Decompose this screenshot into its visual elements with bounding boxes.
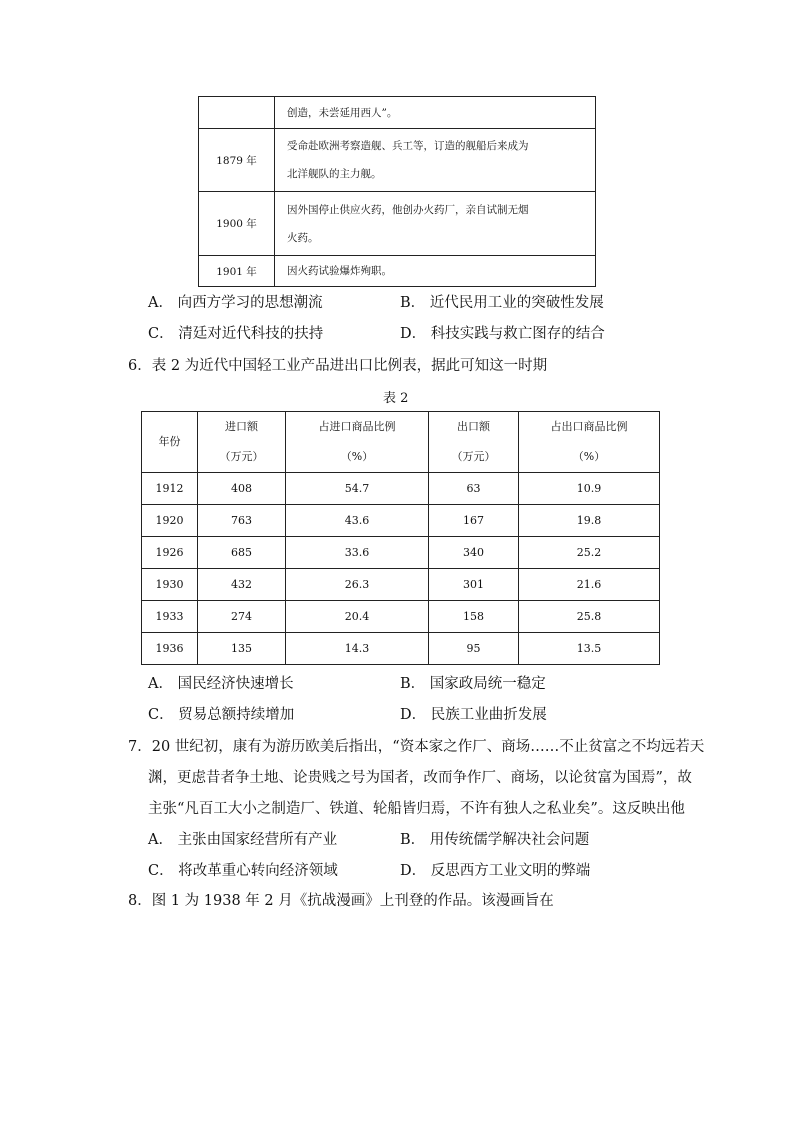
q7-option-c: C． 将改革重心转向经济领域	[148, 863, 338, 879]
year-cell: 1901 年	[199, 256, 275, 287]
q7-option-d: D． 反思西方工业文明的弊端	[400, 863, 591, 879]
cell-import: 135	[198, 633, 286, 665]
table-row	[199, 97, 596, 129]
event-line: 因外国停止供应火药，他创办火药厂，亲自试制无烟	[287, 203, 529, 216]
header-line: 进口额	[225, 420, 258, 433]
q6-option-d: D． 民族工业曲折发展	[400, 707, 547, 723]
q5-option-b: B． 近代民用工业的突破性发展	[400, 295, 604, 311]
cell-export-ratio: 19.8	[519, 505, 660, 537]
event-cell: 创造，未尝延用西人”。	[275, 97, 596, 129]
cell-year: 1930	[142, 569, 198, 601]
q8-stem: 8．图 1 为 1938 年 2 月《抗战漫画》上刊登的作品。该漫画旨在	[128, 893, 554, 909]
q7-stem-line-2: 渊，更虑昔者争土地、论贵贱之号为国者，改而争作厂、商场，以论贫富为国焉”，故	[148, 770, 692, 786]
cell-import: 685	[198, 537, 286, 569]
cell-export-ratio: 25.2	[519, 537, 660, 569]
q7-option-a: A． 主张由国家经营所有产业	[148, 832, 338, 848]
cell-import-ratio: 43.6	[286, 505, 429, 537]
table-row	[199, 256, 596, 287]
q6-option-c: C． 贸易总额持续增加	[148, 707, 295, 723]
q7-option-b: B． 用传统儒学解决社会问题	[400, 832, 590, 848]
event-line: 受命赴欧洲考察造舰、兵工等，订造的舰船后来成为	[287, 140, 529, 152]
q5-option-d: D． 科技实践与救亡图存的结合	[400, 326, 605, 342]
cell-year: 1936	[142, 633, 198, 665]
event-line: 火药。	[287, 231, 319, 244]
table-row	[142, 505, 660, 537]
cell-import-ratio: 26.3	[286, 569, 429, 601]
cell-import: 408	[198, 473, 286, 505]
cell-export: 63	[429, 473, 519, 505]
cell-import: 432	[198, 569, 286, 601]
q7-stem-line-3: 主张“凡百工大小之制造厂、铁道、轮船皆归焉，不许有独人之私业矣”。这反映出他	[148, 801, 685, 817]
header-year: 年份	[142, 412, 198, 473]
cell-year: 1912	[142, 473, 198, 505]
q5-option-a: A． 向西方学习的思想潮流	[148, 295, 323, 311]
cell-export-ratio: 21.6	[519, 569, 660, 601]
q6-stem: 6．表 2 为近代中国轻工业产品进出口比例表，据此可知这一时期	[128, 358, 548, 374]
cell-year: 1926	[142, 537, 198, 569]
table-row	[142, 601, 660, 633]
event-cell	[275, 129, 596, 192]
cell-export: 158	[429, 601, 519, 633]
year-cell: 1879 年	[199, 129, 275, 192]
cell-export-ratio: 25.8	[519, 601, 660, 633]
biography-table	[198, 96, 596, 287]
table-header-row	[142, 412, 660, 473]
header-line: 占出口商品比例	[550, 420, 628, 433]
cell-import-ratio: 14.3	[286, 633, 429, 665]
table-row	[142, 537, 660, 569]
cell-export: 340	[429, 537, 519, 569]
header-line: （万元）	[451, 450, 496, 463]
cell-import: 274	[198, 601, 286, 633]
q7-stem-line-1: 7．20 世纪初，康有为游历欧美后指出，“资本家之作厂、商场……不止贫富之不均远若天	[128, 739, 705, 755]
header-import	[198, 412, 286, 473]
event-line: 北洋舰队的主力舰。	[287, 168, 382, 180]
q5-option-c: C． 清廷对近代科技的扶持	[148, 326, 324, 342]
cell-export-ratio: 10.9	[519, 473, 660, 505]
table-row	[199, 192, 596, 256]
year-cell: 1900 年	[199, 192, 275, 256]
table-row	[142, 569, 660, 601]
cell-import-ratio: 20.4	[286, 601, 429, 633]
event-cell: 因火药试验爆炸殉职。	[275, 256, 596, 287]
cell-export: 95	[429, 633, 519, 665]
cell-export: 301	[429, 569, 519, 601]
header-line: 占进口商品比例	[318, 420, 396, 433]
q6-option-a: A． 国民经济快速增长	[148, 676, 294, 692]
trade-table	[141, 411, 660, 665]
header-export	[429, 412, 519, 473]
table-row	[199, 129, 596, 192]
header-export-ratio	[519, 412, 660, 473]
header-line: （万元）	[219, 450, 264, 463]
cell-export-ratio: 13.5	[519, 633, 660, 665]
cell-year: 1920	[142, 505, 198, 537]
header-line: 出口额	[457, 420, 490, 433]
event-cell	[275, 192, 596, 256]
table-caption: 表 2	[383, 391, 409, 406]
q6-option-b: B． 国家政局统一稳定	[400, 676, 546, 692]
table-row	[142, 473, 660, 505]
cell-year: 1933	[142, 601, 198, 633]
header-line: （%）	[340, 450, 374, 463]
table-row	[142, 633, 660, 665]
header-import-ratio	[286, 412, 429, 473]
header-line: （%）	[572, 450, 606, 463]
cell-import: 763	[198, 505, 286, 537]
year-cell	[199, 97, 275, 129]
cell-import-ratio: 33.6	[286, 537, 429, 569]
cell-export: 167	[429, 505, 519, 537]
cell-import-ratio: 54.7	[286, 473, 429, 505]
